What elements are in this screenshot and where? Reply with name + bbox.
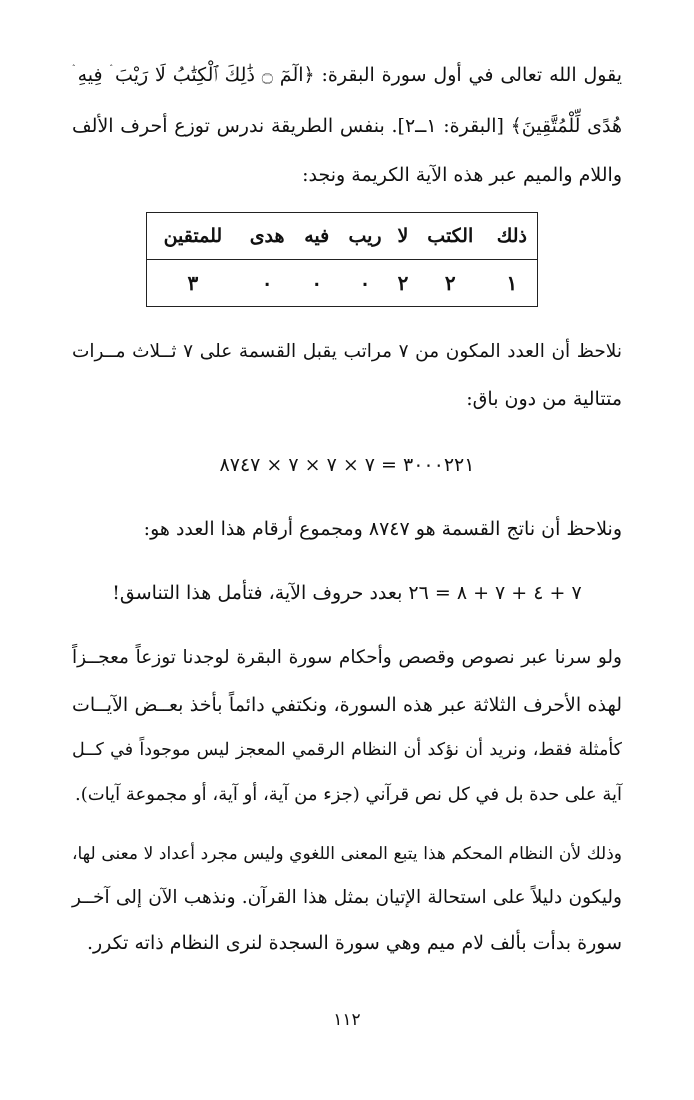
table-count-cell: ٣ (147, 260, 239, 307)
table-word-cell: ذلك (487, 213, 538, 260)
para1-line3: واللام والميم عبر هذه الآية الكريمة ونجد: (302, 164, 622, 186)
para1-line1: يقول الله تعالى في أول سورة البقرة: ﴿الٓمٓ ۝ ذَٰلِكَ ٱلْكِتَٰبُ لَا رَيْبَ ۛ فِيهِ ۛ (72, 64, 623, 86)
equation-division: ٣٠٠٠٢٢١ = ٧ × ٧ × ٧ × ٨٧٤٧ (219, 454, 475, 476)
para4-line1: ولو سرنا عبر نصوص وقصص وأحكام سورة البقرة لوجدنا توزعاً معجــزاً (72, 647, 622, 668)
page-number: ١١٢ (333, 1010, 361, 1030)
para4-line3: كأمثلة فقط، ونريد أن نؤكد أن النظام الرقمي المعجز ليس موجوداً في كــل (72, 740, 622, 760)
letter-count-table (146, 212, 538, 307)
table-word-cell: لا (392, 213, 414, 260)
para4-line4: آية على حدة بل في كل نص قرآني (جزء من آية، أو آية، أو مجموعة آيات). (74, 784, 622, 805)
para2-line2: متتالية من دون باق: (466, 388, 622, 410)
para3-line: ونلاحظ أن ناتج القسمة هو ٨٧٤٧ ومجموع أرقام هذا العدد هو: (143, 518, 622, 540)
table-count-row (147, 260, 538, 307)
table-word-cell: للمتقين (147, 213, 239, 260)
para5-line3: سورة بدأت بألف لام ميم وهي سورة السجدة لنرى النظام ذاته تكرر. (86, 932, 622, 954)
table-count-cell: ٠ (296, 260, 338, 307)
para5-line2: وليكون دليلاً على استحالة الإتيان بمثل هذا القرآن. ونذهب الآن إلى آخــر (72, 887, 622, 908)
para2-line1: نلاحظ أن العدد المكون من ٧ مراتب يقبل القسمة على ٧ ثــلاث مــرات (72, 341, 622, 362)
table-word-cell: الكتب (414, 213, 487, 260)
para5-line1: وذلك لأن النظام المحكم هذا يتبع المعنى اللغوي وليس مجرد أعداد لا معنى لها، (72, 844, 622, 864)
table-count-cell: ٠ (338, 260, 392, 307)
table-count-cell: ٢ (392, 260, 414, 307)
table-count-cell: ٢ (414, 260, 487, 307)
table-count-cell: ٠ (239, 260, 296, 307)
table-header-row (147, 213, 538, 260)
table-word-cell: فيه (296, 213, 338, 260)
equation-digit-sum: ٧ + ٤ + ٧ + ٨ = ٢٦ بعدد حروف الآية، فتأمل هذا التناسق! (112, 582, 582, 604)
para1-line2: هُدًى لِّلْمُتَّقِينَ﴾ [البقرة: ١ــ٢]. بنفس الطريقة ندرس توزع أحرف الألف (72, 115, 622, 137)
table-word-cell: ريب (338, 213, 392, 260)
para4-line2: لهذه الأحرف الثلاثة عبر هذه السورة، ونكتفي دائماً بأخذ بعــض الآيــات (72, 694, 622, 716)
table-word-cell: هدى (239, 213, 296, 260)
table-count-cell: ١ (487, 260, 538, 307)
